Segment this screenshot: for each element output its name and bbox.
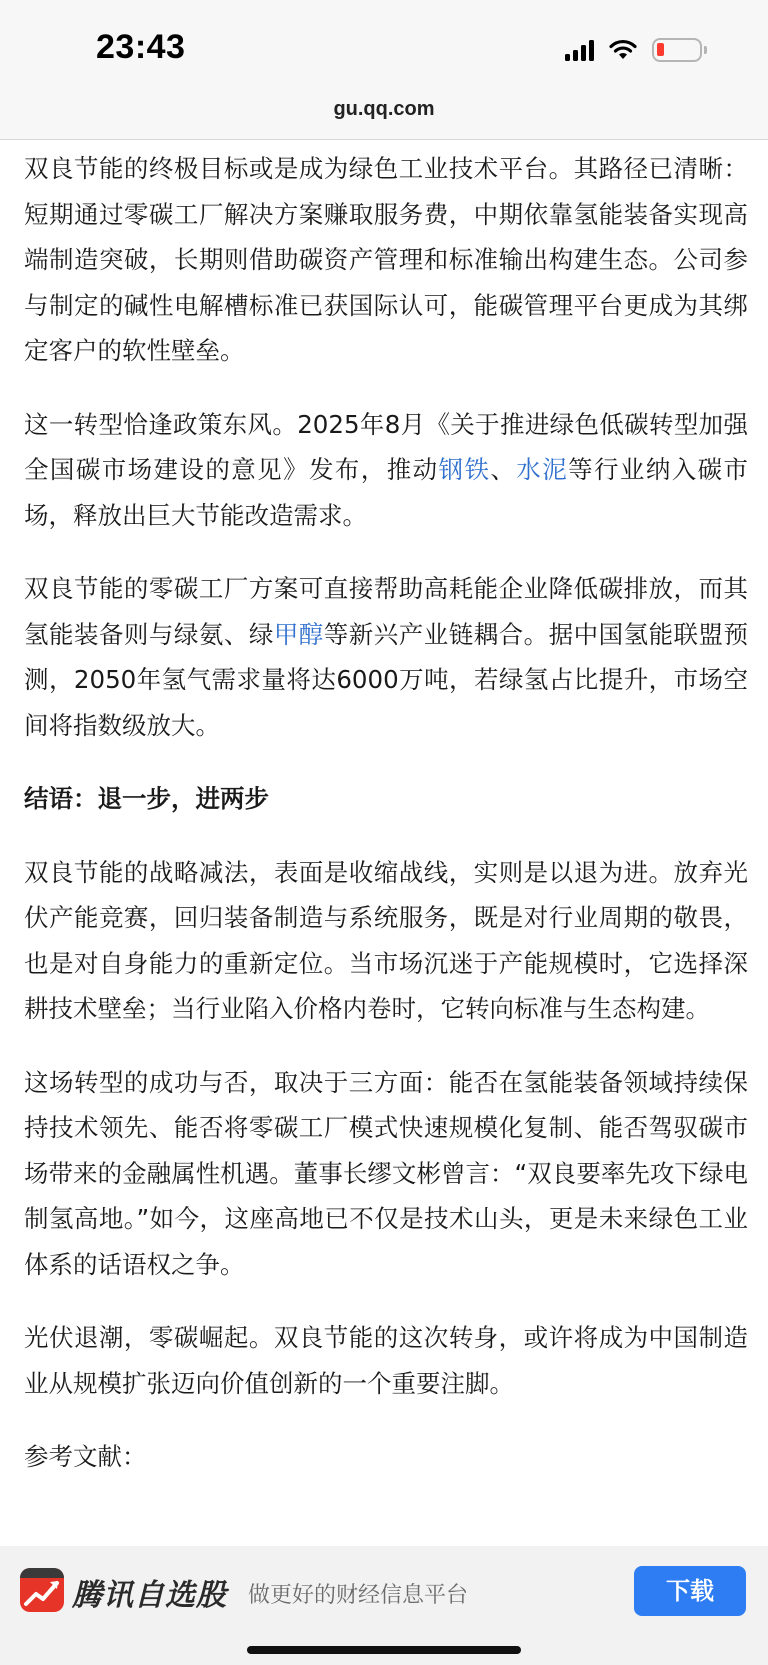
- status-icons: [565, 38, 702, 62]
- stock-link[interactable]: 甲醇: [273, 619, 324, 649]
- section-heading: [24, 776, 748, 822]
- paragraph-text: 双良节能的零碳工厂方案可直接帮助高耗能企业降低碳排放，而其氢能装备则与绿氨、绿: [24, 574, 748, 649]
- article-paragraph: [24, 850, 748, 1032]
- battery-icon: [652, 38, 702, 62]
- download-button[interactable]: 下载: [634, 1566, 746, 1616]
- article-paragraph: [24, 146, 748, 374]
- wifi-icon: [608, 39, 638, 61]
- article-paragraph: [24, 566, 748, 748]
- tencent-stock-logo-icon: [20, 1568, 64, 1612]
- address-bar[interactable]: [0, 86, 768, 140]
- app-slogan: 做更好的财经信息平台: [248, 1583, 469, 1608]
- paragraph-text: 参考文献：: [24, 1442, 147, 1471]
- app-name: 腾讯自选股: [72, 1578, 227, 1613]
- article-paragraph: [24, 1315, 748, 1406]
- article-paragraph: [24, 1434, 748, 1480]
- stock-link[interactable]: 钢铁: [438, 455, 491, 484]
- status-time: 23:43: [96, 28, 186, 66]
- paragraph-text: 这一转型恰逢政策东风。2025年8月《关于推进绿色低碳转型加强全国碳市场建设的意见》发布，推动: [24, 409, 748, 484]
- paragraph-text: 双良节能的战略减法，表面是收缩战线，实则是以退为进。放弃光伏产能竞赛，回归装备制造与系统服务，既是对行业周期的敬畏，也是对自身能力的重新定位。当市场沉迷于产能规模时，它选择深耕技术壁垒；当行业陷入价格内卷时，它转向标准与生态构建。: [24, 857, 748, 1023]
- paragraph-text: 这场转型的成功与否，取决于三方面：能否在氢能装备领域持续保持技术领先、能否将零碳工厂模式快速规模化复制、能否驾驭碳市场带来的金融属性机遇。董事长缪文彬曾言：“双良要率先攻下绿电制氢高地。”如今，这座高地已不仅是技术山头，更是未来绿色工业体系的话语权之争。: [24, 1067, 748, 1279]
- stock-link[interactable]: 水泥: [516, 455, 569, 484]
- battery-level: [657, 43, 664, 56]
- paragraph-text: 双良节能的终极目标或是成为绿色工业技术平台。其路径已清晰：短期通过零碳工厂解决方案赚取服务费，中期依靠氢能装备实现高端制造突破，长期则借助碳资产管理和标准输出构建生态。公司参与制定的碱性电解槽标准已获国际认可，能碳管理平台更成为其绑定客户的软性壁垒。: [24, 154, 748, 365]
- paragraph-text: 等行业纳入碳市场，释放出巨大节能改造需求。: [24, 455, 749, 530]
- url-text[interactable]: gu.qq.com: [333, 98, 435, 120]
- paragraph-text: 光伏退潮，零碳崛起。双良节能的这次转身，或许将成为中国制造业从规模扩张迈向价值创新的一个重要注脚。: [24, 1323, 748, 1398]
- paragraph-text: 等新兴产业链耦合。据中国氢能联盟预测，2050年氢气需求量将达6000万吨，若绿氢占比提升，市场空间将指数级放大。: [24, 619, 749, 740]
- cellular-signal-icon: [565, 39, 594, 61]
- app-download-banner[interactable]: [0, 1546, 768, 1665]
- article-paragraph: [24, 1060, 748, 1288]
- paragraph-text: 、: [490, 455, 517, 484]
- article-paragraph: [24, 402, 748, 539]
- home-indicator[interactable]: [247, 1646, 521, 1654]
- article-body: [24, 146, 748, 1508]
- status-bar: [0, 0, 768, 86]
- paragraph-text: 结语：退一步，进两步: [24, 784, 269, 813]
